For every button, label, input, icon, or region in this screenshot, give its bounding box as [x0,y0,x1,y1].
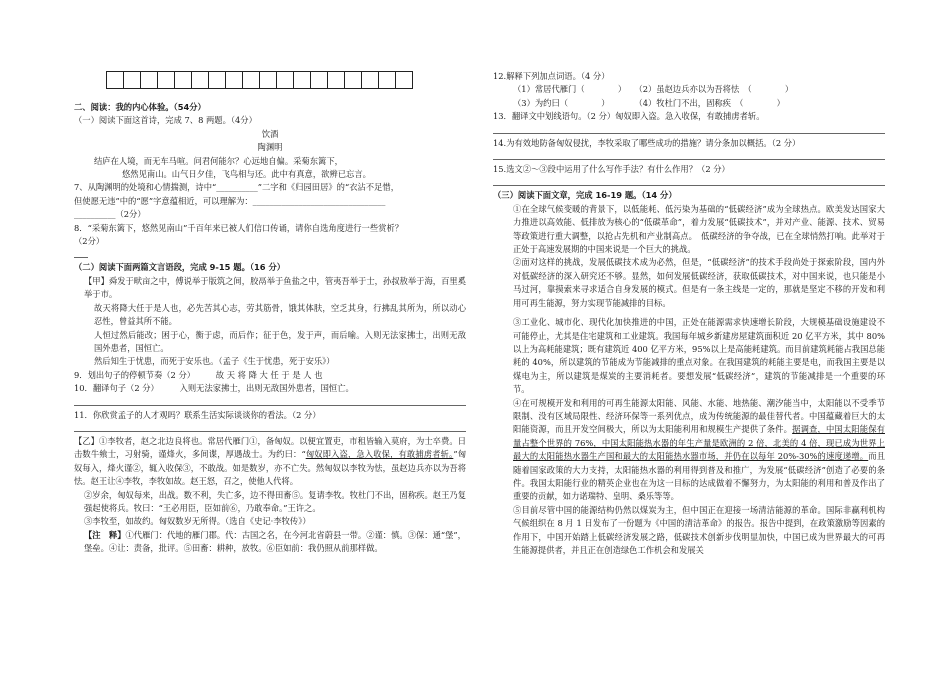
article-text: 而且随着国家政策的大力支持，太阳能热水器的利用得到普及和推广，为发展“低碳经济”创造了必要的条件。我国太阳能行业的精英企业也在为这一目标的达成做着不懈努力，为太阳能的利用和普及作出了重要的贡献，如力诺瑞特、皇明、桑乐等等。 [513,451,885,502]
question-7: 但使愿无违”中的“愿”字意蕴相近，可以理解为：________________________________ [74,195,386,206]
yi-paragraph-2: ②岁余，匈奴每来，出战。数不利，失亡多，边不得田畜⑤。复请李牧。牧杜门不出，固称疾。赵王乃复强起使将兵。牧曰：“王必用臣，臣如前⑥，乃敢奉命。”王许之。 [84,489,466,513]
question-7: __________（2分） [74,209,146,220]
article-paragraph-5: ⑤目前尽管中国的能源结构仍然以煤炭为主，但中国正在迎接一场清洁能源的革命。国际非赢利机构气候组织在 8 月 1 日发布了一份题为《中国的清洁革命》的报告。报告中提到，在政策激励等因素的作用下，中国开始踏上低碳经济发展之路，低碳技术创新步伐明显加快，中国已成为世界最大的可再生能源提供者，并且正在创造绿色工作机会和发展关 [513,504,885,555]
answer-box[interactable] [174,71,192,89]
answer-box[interactable] [293,71,311,89]
answer-box[interactable] [361,71,379,89]
poem-line: 结庐在人境，而无车马喧。问君何能尔？心远地自偏。采菊东篱下， [94,155,343,166]
answer-line[interactable] [74,248,88,258]
right-column [493,0,885,557]
answer-box[interactable] [123,71,141,89]
underlined-sentence: 匈奴即入盗，急入收保，有敢捕虏者斩。 [305,449,454,460]
notes-text: ①代雁门：代地的雁门郡。代：古国之名，在今河北省蔚县一带。②谨：慎。③保：通“堡”，堡垒。④让：责备，批评。⑤田畜：耕种，放牧。⑥臣如前：我仍照从前那样做。 [84,529,466,554]
jia-paragraph: 人恒过然后能改；困于心，衡于虑，而后作；征于色，发于声，而后喻。入则无法家拂士，出则无敌国外患者，国恒亡。 [94,329,466,353]
question-13: 13．翻译文中划线语句。（2 分）匈奴即入盗。急入收保，有敢捕虏者斩。 [493,111,765,122]
answer-box[interactable] [140,71,158,89]
jia-paragraph: 故天将降大任于是人也，必先苦其心志，劳其筋骨，饿其体肤，空乏其身，行拂乱其所为，所以动心忍性，曾益其所不能。 [94,302,466,327]
jia-paragraph: 然后知生于忧患，而死于安乐也。（孟子《生于忧患，死于安乐》） [94,356,335,367]
question-10: 10．翻译句子（2 分） 入则无法家拂士，出则无敌国外患者，国恒亡。 [74,383,354,394]
article-paragraph-1: ①在全球气候变暖的背景下，以低能耗、低污染为基础的“低碳经济”成为全球热点。欧美发达国家大力推进以高效能、低排放为核心的“低碳革命”，着力发展“低碳技术”，并对产业、能源、技术、贸易等政策进行重大调整，以抢占先机和产业制高点。 低碳经济的争夺战，已在全球悄然打响。此举对于正处于高速发展期的中国来说是一个巨大的挑战。 [513,203,885,255]
answer-grid [106,71,466,89]
answer-box[interactable] [242,71,260,89]
answer-line[interactable] [74,422,466,432]
question-8: （2分） [74,236,105,247]
answer-box[interactable] [208,71,226,89]
yi-text: 【乙】①李牧者，赵之北边良将也。常居代雁门①，备匈奴。以便宜置吏，市租皆输入莫府，为士卒费。日击数牛飨士，习射骑，谨烽火，多间谍，厚遇战士。为约曰：“ [74,435,466,460]
question-9: 9．划出句子的停顿节奏（2 分） 故 天 将 降 大 任 于 是 人 也 [74,369,323,380]
part-2-title: （二）阅读下面两篇文言语段，完成 9-15 题。（16 分） [74,262,286,273]
answer-box[interactable] [225,71,243,89]
answer-line[interactable] [493,176,885,186]
yi-paragraph-1 [74,435,466,489]
part-1-title: （一）阅读下面这首诗，完成 7、8 两题。（4分） [74,115,257,126]
answer-line[interactable] [74,396,466,406]
poem-title: 饮酒 [261,128,279,139]
answer-line[interactable] [493,150,885,160]
jia-paragraph: 【甲】舜发于畎亩之中，傅说举于版筑之间，胶鬲举于鱼盐之中，管夷吾举于士，孙叔敖举于海，百里奚举于市。 [84,275,466,300]
question-12-row: （1）常居代雁门（ ） （2）虽赵边兵亦以为吾将怯 （ ） [513,84,794,95]
question-11: 11．你欣赏孟子的人才观吗？联系生活实际谈谈你的看法。（2 分） [74,409,321,420]
question-7: 7、从陶渊明的处境和心情揣测，诗中“__________”二字和《归园田居》的“衣沾不足惜， [74,182,399,193]
answer-box[interactable] [310,71,328,89]
answer-box[interactable] [191,71,209,89]
answer-box[interactable] [395,71,413,89]
question-8: 8．“采菊东篱下，悠然见南山”千百年来已被人们信口传诵，请你自选角度进行一些赏析？ [74,222,404,233]
yi-paragraph-3: ③李牧至，如故约。匈奴数岁无所得。（选自《史记·李牧传》） [84,516,311,527]
question-12: 12.解释下列加点词语。（4 分） [493,71,610,81]
poem-line: 悠然见南山。山气日夕佳，飞鸟相与还。此中有真意，欲辨已忘言。 [122,169,371,180]
answer-box[interactable] [344,71,362,89]
question-14: 14.为有效地防备匈奴侵扰，李牧采取了哪些成功的措施？请分条加以概括。（2 分） [493,137,801,148]
answer-box[interactable] [106,71,124,89]
section-2-title: 二、阅读：我的内心体验。（54分） [74,102,206,112]
answer-line[interactable] [493,124,885,134]
notes-label: 【注 释】 [84,529,126,540]
poem-author: 陶渊明 [257,142,283,153]
answer-box[interactable] [157,71,175,89]
answer-box[interactable] [327,71,345,89]
question-15: 15.选文②～③段中运用了什么写作手法？有什么作用？（2 分） [493,164,730,175]
question-12-row: （3）为约曰（ ） （4）牧杜门不出，固称疾 （ ） [513,97,785,108]
answer-box[interactable] [259,71,277,89]
part-3-title: （三）阅读下面文章，完成 16-19 题。（14 分） [493,190,677,201]
article-paragraph-3: ③工业化、城市化、现代化加快推进的中国，正处在能源需求快速增长阶段，大规模基础设施建设不可能停止，尤其是住宅建筑和工业建筑。我国每年城乡新建房屋建筑面积近 20 亿平方米，其中 80%以上为高耗能建筑；既有建筑近 400 亿平方米，95%以上是高能耗建筑。而目前建筑耗能占我国总能耗的 40%，所以建筑的节能成为节能减排的重点对象。在我国建筑的耗能主要是电，而我国主要是以煤电为主，所以建筑是煤炭的主要消耗者。要想发展“低碳经济”，建筑的节能减排是一个重要的环节。 [513,317,885,395]
left-column [74,0,466,556]
answer-box[interactable] [378,71,396,89]
article-paragraph-4 [493,397,885,504]
notes [74,529,466,556]
underlined-sentence: 据调查，中国太阳能保有量占整个世界的 76%，中国太阳能热水器的年生产量是欧洲的 2 倍，北美的 4 倍，现已成为世界上最大的太阳能热水器生产国和最大的太阳能热水器市场，并仍在以每年 20%-30%的速度递增。 [513,424,885,462]
article-text: ④在可规模开发和利用的可再生能源太阳能、风能、水能、地热能、潮汐能当中，太阳能以不受季节限制、没有区域局限性、经济环保等一系列优点，成为传统能源的最佳替代者。中国蕴藏着巨大的太阳能资源，而且开发空间极大，所以为太阳能利用和规模生产提供了条件。 [513,397,885,435]
yi-text: ”匈奴每入，烽火谨②，辄入收保③，不敢战。如是数岁，亦不亡失。然匈奴以李牧为怯，虽赵边兵亦以为吾将怯。赵王让④李牧，李牧如故。赵王怒，召之，使他人代将。 [74,449,466,487]
article-paragraph-2: ②面对这样的挑战，发展低碳技术成为必然，但是，“低碳经济”的技术手段尚处于探索阶段，国内外对低碳经济的深入研究还不够。显然，如何发展低碳经济，获取低碳技术，对中国来说，也只能是小马过河，靠摸索来寻求适合自身发展的模式。但是有一条主线是一定的，那就是坚定不移的开发和利用可再生能源，努力实现节能减排的目标。 [513,257,885,308]
answer-box[interactable] [276,71,294,89]
